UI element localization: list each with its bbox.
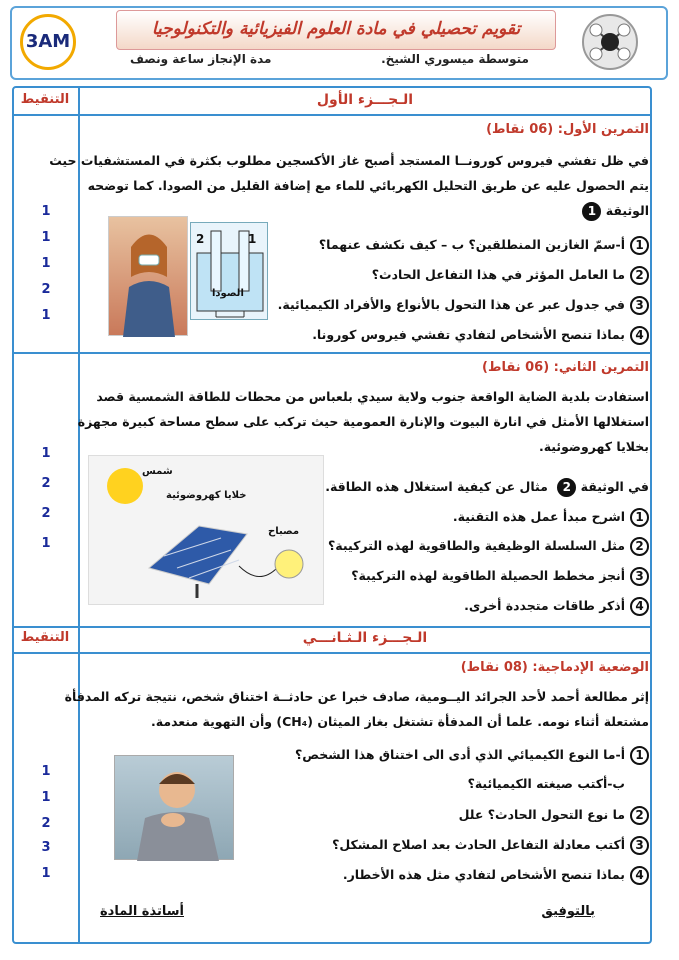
ex1-q3: 3في جدول عبر عن هذا التحول بالأنواع والأفراد الكيميائية.	[278, 296, 649, 315]
ex3-q2: 2ما نوع التحول الحادث؟ علل	[459, 806, 649, 825]
exam-title: تقويم تحصيلي في مادة العلوم الفيزيائية والتكنولوجيا	[151, 19, 521, 39]
solar-cells-label: خلايا كهروضوئية	[166, 490, 247, 501]
choking-man-image	[114, 755, 234, 860]
part1-title: الـجـــزء الأول	[316, 92, 414, 108]
molecule-icon	[582, 14, 638, 70]
tube-label-1: 1	[248, 232, 257, 246]
ex2-q1: 1اشرح مبدأ عمل هذه التقنية.	[453, 508, 649, 527]
ex3-title: الوضعية الإدماجية: (08 نقاط)	[460, 660, 649, 675]
school-name: متوسطة ميسوري الشيخ.	[381, 52, 529, 66]
soda-label: الصودا	[212, 288, 244, 299]
row-divider	[12, 114, 652, 116]
row-divider	[12, 652, 652, 654]
score: 2	[41, 816, 51, 831]
score: 1	[41, 536, 51, 551]
ex2-q3: 3أنجز مخطط الحصيلة الطاقوية لهذه التركيبة؟	[351, 567, 649, 586]
ex3-q3: 3أكتب معادلة التفاعل الحادث بعد اصلاح المشكل؟	[332, 836, 649, 855]
sun-label: شمس	[142, 466, 173, 477]
ex2-text: استفادت بلدية الضاية الواقعة جنوب ولاية سيدي بلعباس من محطات للطاقة الشمسية قصد استغلالها الأمثل في انارة البيوت والإنارة العمومية حيث تركب على سطح مساحة كبيرة مجهزة بخلايا كهروضوئية.	[77, 389, 649, 454]
lamp-label: مصباح	[268, 526, 300, 537]
ex3-text: إثر مطالعة أحمد لأحد الجرائد اليــومية، صادف خبرا عن حادثــة اختناق شخص، نتيجة تركه المدفأة مشتعلة أثناء نومه. علما أن المدفأة تشتغل بغاز الميثان (CH₄) وأن التهوية منعدمة.	[64, 689, 649, 729]
score: 3	[41, 840, 51, 855]
score: 1	[41, 446, 51, 461]
ex1-q1: 1أ-سمّ الغازين المنطلقين؟ ب – كيف نكشف عنهما؟	[319, 236, 649, 255]
teachers-signature: أساتذة المادة	[100, 904, 184, 919]
ex2-title: التمرين الثاني: (06 نقاط)	[482, 360, 649, 375]
score: 2	[41, 282, 51, 297]
part2-title: الـجـــزء الـثـانـــي	[302, 630, 428, 646]
ex2-q2: 2مثل السلسلة الوظيفية والطاقوية لهذه التركيبة؟	[328, 537, 649, 556]
ex2-q4: 4أذكر طاقات متجددة أخرى.	[464, 597, 649, 616]
row-divider	[12, 626, 652, 628]
grade-header: التنقيط	[20, 92, 70, 107]
doc-number: 2	[557, 478, 576, 497]
score: 1	[41, 308, 51, 323]
score: 1	[41, 866, 51, 881]
coughing-woman-image	[108, 216, 188, 336]
score: 1	[41, 256, 51, 271]
duration: مدة الإنجاز ساعة ونصف	[130, 52, 272, 66]
score: 2	[41, 476, 51, 491]
logo-3am: 3AM	[20, 14, 76, 70]
grade-header: التنقيط	[20, 630, 70, 645]
ex3-q1a: 1أ-ما النوع الكيميائي الذي أدى الى اختناق هذا الشخص؟	[295, 746, 649, 765]
score: 1	[41, 764, 51, 779]
tube-label-2: 2	[196, 232, 205, 246]
doc-number: 1	[582, 202, 601, 221]
ex2-intro: في الوثيقة 2 مثال عن كيفية استغلال هذه الطاقة.	[325, 478, 649, 497]
score: 1	[41, 230, 51, 245]
ex1-q4: 4بماذا تنصح الأشخاص لتفادي تفشي فيروس كورونا.	[312, 326, 649, 345]
ex3-q4: 4بماذا تنصح الأشخاص لتفادي مثل هذه الأخطار.	[343, 866, 649, 885]
score: 1	[41, 790, 51, 805]
score: 2	[41, 506, 51, 521]
ex1-q2: 2ما العامل المؤثر في هذا التفاعل الحادث؟	[372, 266, 649, 285]
row-divider	[12, 352, 652, 354]
ex3-q1b: ب-أكتب صيغته الكيميائية؟	[467, 776, 625, 791]
ex1-text: في ظل تفشي فيروس كورونــا المستجد أصبح غاز الأكسجين مطلوب بكثرة في المستشفيات حيث يتم الحصول عليه عن طريق التحليل الكهربائي للماء مع إضافة القليل من الصودا. كما توضحه الوثيقة 1	[49, 148, 649, 223]
score: 1	[41, 204, 51, 219]
good-luck: بالتوفيق	[541, 904, 595, 919]
ex1-title: التمرين الأول: (06 نقاط)	[486, 122, 649, 137]
